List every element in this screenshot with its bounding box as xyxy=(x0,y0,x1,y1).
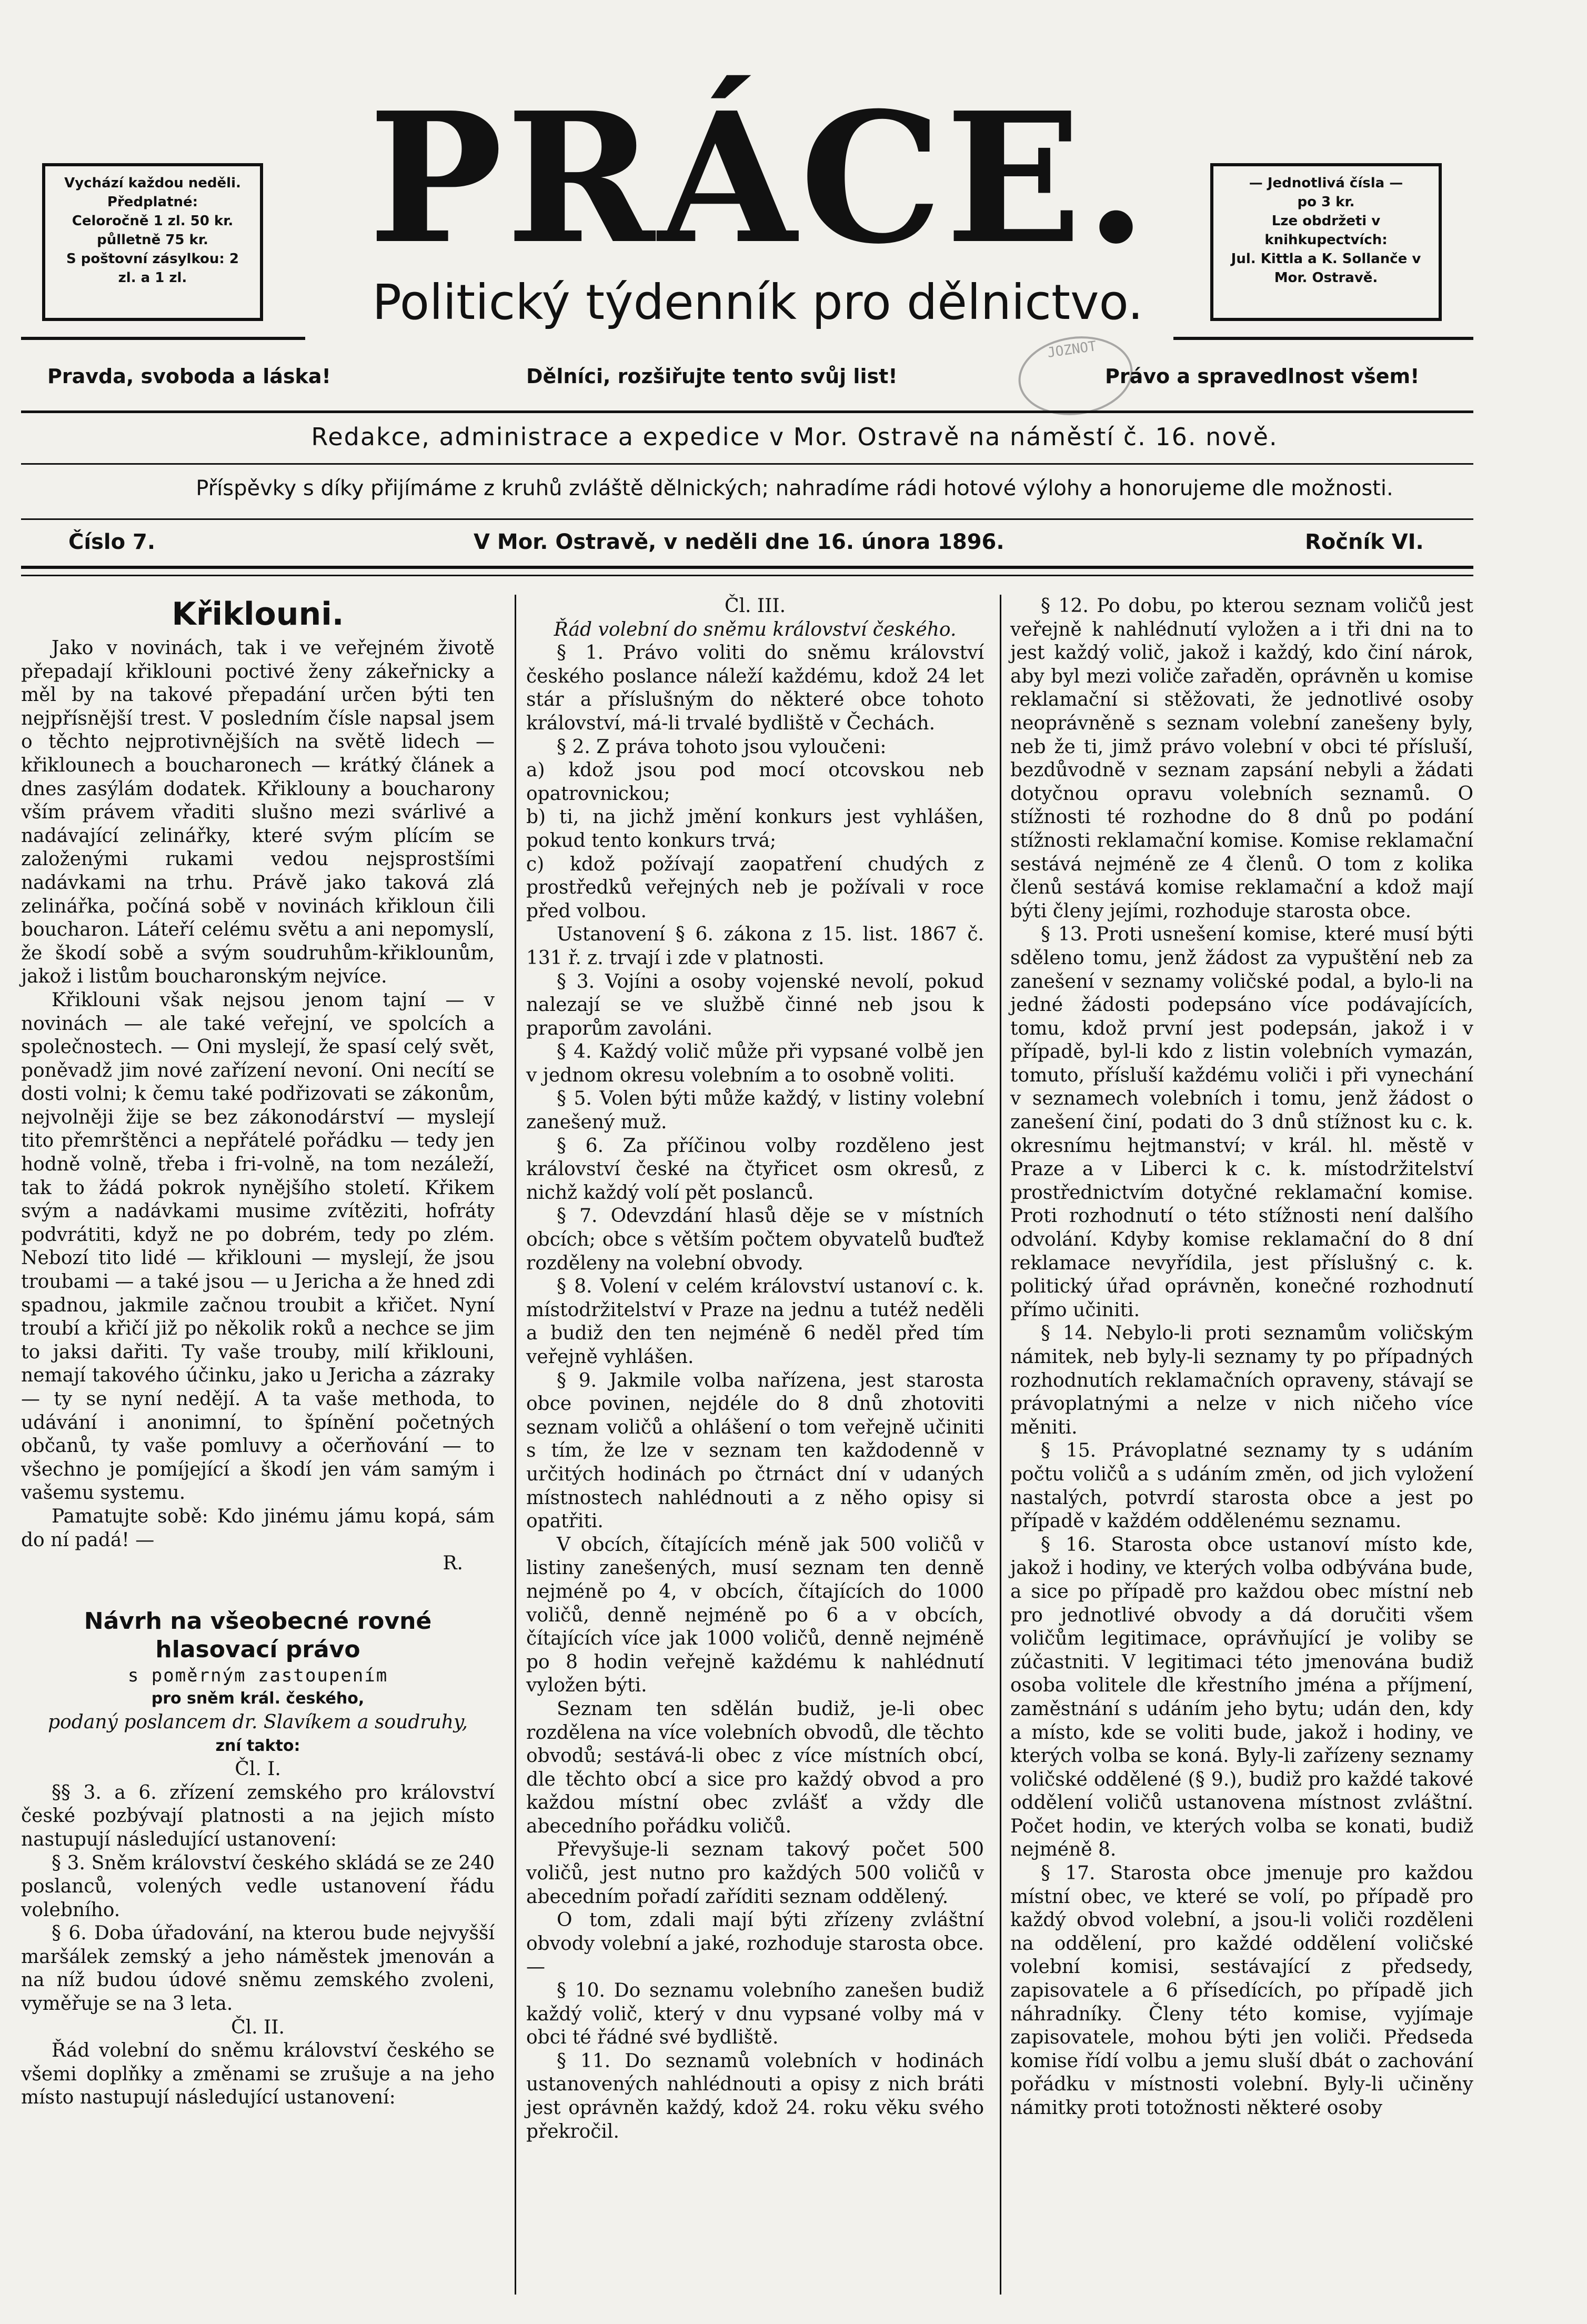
list-item: b) ti, na jichž jmění konkurs jest vyhlášen, pokud tento konkurs trvá; xyxy=(526,806,984,852)
signature: R. xyxy=(443,1552,463,1575)
chapter-heading: Čl. I. xyxy=(235,1758,281,1780)
subheading: pro sněm král. českého, xyxy=(151,1689,365,1708)
paragraph: § 3. Vojíni a osoby vojenské nevolí, pokud nalezají se ve službě činné neb jsou k praporům zavoláni. xyxy=(526,970,984,1039)
column-3 xyxy=(1010,595,1473,2120)
subscription-line: Celoročně 1 zl. 50 kr. půlletně 75 kr. xyxy=(72,213,234,248)
motto-center: Dělníci, rozšiřujte tento svůj list! xyxy=(526,365,898,388)
single-issue-line: Lze obdržeti v knihkupectvích: xyxy=(1264,213,1388,248)
subheading: zní takto: xyxy=(215,1736,300,1755)
address-line: Redakce, administrace a expedice v Mor. Ostravě na náměstí č. 16. nově. xyxy=(311,423,1278,451)
paragraph: § 2. Z práva tohoto jsou vyloučeni: xyxy=(557,736,887,758)
spacer xyxy=(21,1576,495,1607)
rule xyxy=(21,410,1473,413)
subscription-box xyxy=(42,163,263,321)
paragraph: § 6. Doba úřadování, na kterou bude nejvyšší maršálek zemský a jeho náměstek jmenován a na níž budou údové sněmu zemského zvoleni, vyměřuje se na 3 leta. xyxy=(21,1922,495,2015)
rule-double xyxy=(21,575,1473,576)
issue-date: V Mor. Ostravě, v neděli dne 16. února 1896. xyxy=(474,530,1005,554)
issue-number: Číslo 7. xyxy=(68,530,156,554)
rule xyxy=(21,463,1473,465)
column-divider xyxy=(515,595,516,2295)
paragraph: § 9. Jakmile volba nařízena, jest starosta obce povinen, nejdéle do 8 dnů zhotoviti seznam voličů a ohlášení o tom veřejně učiniti s tím, že lze v seznam ten každodenně v určitých hodinách po čtrnáct dní v udaných místnostech nahlédnouti a z něho opisy si opatřiti. xyxy=(526,1369,984,1532)
single-issue-box xyxy=(1210,163,1442,321)
contributions-line: Příspěvky s díky přijímáme z kruhů zvláště dělnických; nahradíme rádi hotové výlohy a honorujeme dle možnosti. xyxy=(196,476,1393,500)
paragraph: § 11. Do seznamů volebních v hodinách ustanovených nahlédnouti a opisy z nich bráti jest oprávněn každý, kdož 24. roku věku svého překročil. xyxy=(526,2050,984,2142)
column-divider xyxy=(1000,595,1001,2295)
article-heading: Návrh na všeobecné rovné hlasovací právo xyxy=(84,1607,432,1663)
paragraph: Řád volební do sněmu království českého se všemi doplňky a změnami se zrušuje a na jeho místo nastupují následující ustanovení: xyxy=(21,2040,495,2109)
masthead-rule-left xyxy=(21,337,305,340)
paragraph: § 12. Po dobu, po kterou seznam voličů jest veřejně k nahlédnutí vyložen a i tři dni na to jest každý volič, jakož i každý, kdo činí nárok, aby byl mezi voliče zařaděn, oprávněn u komise reklamační si stěžovati, že jednotlivé osoby neoprávněně s seznam volební zanešeny byly, neb že ti, jimž právo volební v obci té přísluší, bezdůvodně v seznam zapsání nebyli a žádati dotyčnou opravu volebních seznamů. O stížnosti té rozhodne do 8 dnů po podání stížnosti reklamační komise. Komise reklamační sestává nejméně ze 4 členů. O tom z kolika členů sestává komise reklamační a kdož mají býti členy jejími, rozhoduje starosta obce. xyxy=(1010,595,1473,922)
paragraph: Převyšuje-li seznam takový počet 500 voličů, jest nutno pro každých 500 voličů v abecedním pořadí zaříditi seznam oddělený. xyxy=(526,1839,984,1908)
paragraph: § 10. Do seznamu volebního zanešen budiž každý volič, který v dnu vypsané volby má v obci té řádné své bydliště. xyxy=(526,1980,984,2049)
paragraph: § 17. Starosta obce jmenuje pro každou místní obec, ve které se volí, po případě pro každý obvod volební, a jsou-li voliči rozděleni na oddělení, pro každé oddělení voličské volební komisi, sestávající z předsedy, zapisovatele a 6 přísedících, po případě jich náhradníky. Členy této komise, vyjímaje zapisovatele, mohou býti jen voliči. Předseda komise řídí volbu a jemu sluší dbát o zachování pořádku v místnosti volební. Byly-li učiněny námitky proti totožnosti některé osoby xyxy=(1010,1862,1473,2119)
newspaper-subtitle: Politický týdenník pro dělnictvo. xyxy=(372,274,1143,330)
masthead-rule-right xyxy=(1173,337,1473,340)
single-issue-line: — Jednotlivá čísla — xyxy=(1249,175,1403,191)
paragraph: Pamatujte sobě: Kdo jinému jámu kopá, sám do ní padá! — xyxy=(21,1505,495,1551)
paragraph: §§ 3. a 6. zřízení zemského pro království české pozbývají platnosti a na jejich místo nastupují následující ustanovení: xyxy=(21,1781,495,1850)
paragraph: § 13. Proti usnešení komise, které musí býti sděleno tomu, jenž žádost za vypuštění neb za zanešení v seznamy voličské podal, a bylo-li na jedné žádosti podepsáno více podávajících, tomu, kdož první jest podepsán, jakož i v případě, byl-li kdo z listin volebních vymazán, tomuto, přísluší každému voliči i při vynechání v seznamech volebních i tomu, jenž žádost o zanešení činí, podati do 3 dnů stížnost ku c. k. okresnímu hejtmanství; v král. hl. městě v Praze a v Liberci k c. k. místodržitelství prostřednictvím dotyčné reklamační komise. Proti rozhodnutí o této stížnosti není dalšího odvolání. Kdyby komise reklamační do 8 dní reklamace nevyřídila, jest příslušný c. k. politický úřad oprávněn, konečné rozhodnutí přímo učiniti. xyxy=(1010,924,1473,1321)
single-issue-line: Jul. Kittla a K. Sollanče v Mor. Ostravě. xyxy=(1231,251,1421,286)
chapter-heading: Čl. III. xyxy=(724,595,786,617)
subheading: s poměrným zastoupením xyxy=(127,1665,388,1686)
paragraph: § 15. Právoplatné seznamy ty s udáním počtu voličů a s udáním změn, od jich vyložení nastalých, potvrdí starosta obce a jest po případě v každém oddělenému seznamu. xyxy=(1010,1440,1473,1532)
paragraph: O tom, zdali mají býti zřízeny zvláštní obvody volební a jaké, rozhoduje starosta obce. — xyxy=(526,1909,984,1978)
single-issue-line: po 3 kr. xyxy=(1297,194,1355,210)
chapter-heading: Čl. II. xyxy=(231,2016,285,2038)
paragraph: Seznam ten sdělán budiž, je-li obec rozdělena na více volebních obvodů, dle těchto obvodů; sestává-li obec z více místních obcí, dle těchto obcí a sice pro každý obvod a pro každou místní obec zvlášť a vždy dle abecedního pořádku voličů. xyxy=(526,1698,984,1837)
paragraph: § 5. Volen býti může každý, v listiny volební zanešený muž. xyxy=(526,1088,984,1134)
column-1 xyxy=(21,595,495,2110)
stamp-text: JOZNOT xyxy=(1046,338,1098,361)
list-item: a) kdož jsou pod mocí otcovskou neb opatrovnickou; xyxy=(526,759,984,805)
chapter-subheading: Řád volební do sněmu království českého. xyxy=(554,618,957,640)
paragraph: V obcích, čítajících méně jak 500 voličů v listiny zanešených, musí seznam ten denně nejméně po 4, v obcích, čítajících do 1000 voličů, denně nejméně po 6 a v obcích, čítajících více jak 1000 voličů, denně nejméně po 8 hodin veřejně každému k nahlédnutí vyložen býti. xyxy=(526,1534,984,1697)
motto-left: Pravda, svoboda a láska! xyxy=(47,365,331,388)
paragraph: Ustanovení § 6. zákona z 15. list. 1867 č. 131 ř. z. trvají i zde v platnosti. xyxy=(526,924,984,969)
issue-volume: Ročník VI. xyxy=(1305,530,1424,554)
article-heading: Křiklouni. xyxy=(172,596,344,633)
list-item: c) kdož požívají zaopatření chudých z prostředků veřejných neb je požívali v roce před volbou. xyxy=(526,853,984,922)
paragraph: § 8. Volení v celém království ustanoví c. k. místodržitelství v Praze na jednu a tutéž neděli a budiž den ten nejméně 6 neděl před tím veřejně vyhlášen. xyxy=(526,1276,984,1368)
paragraph: § 1. Právo voliti do sněmu království českého poslance náleží každému, kdož 24 let stár a příslušným do některé obce tohoto království, má-li trvalé bydliště v Čechách. xyxy=(526,642,984,734)
paragraph: Jako v novinách, tak i ve veřejném životě přepadají křiklouni poctivé ženy zákeřnicky a měl by na takové přepadání určen býti ten nejpřísnější trest. V posledním čísle napsal jsem o těchto nejprotivnějších na světě lidech — křiklounech a boucharonech — krátký článek a dnes zasýlám dodatek. Křiklouny a boucharony vším právem vřaditi slušno mezi svárlivé a nadávající zelinářky, které svým plícím se založenými rukami vedou nejsprostšími nadávkami na trhu. Právě jako taková zlá zelinářka, počíná sobě v novinách křikloun čili boucharon. Láteří celému světu a ani nepomyslí, že škodí sobě a svým soudruhům-křiklounům, jakož i listům boucharonským nejvíce. xyxy=(21,637,495,988)
paragraph: § 14. Nebylo-li proti seznamům voličským námitek, neb byly-li seznamy ty po případných rozhodnutích reklamačních opraveny, stávají se právoplatnými a nelze v nich ničeho více měniti. xyxy=(1010,1323,1473,1438)
column-2 xyxy=(526,595,984,2143)
subscription-line: S poštovní zásylkou: 2 zl. a 1 zl. xyxy=(66,251,239,286)
rule-double xyxy=(21,566,1473,569)
subscription-line: Předplatné: xyxy=(107,194,198,210)
paragraph: § 7. Odevzdání hlasů děje se v místních obcích; obce s větším počtem obyvatelů buďtež rozděleny na volební obvody. xyxy=(526,1205,984,1274)
subheading: podaný poslancem dr. Slavíkem a soudruhy, xyxy=(48,1711,468,1733)
newspaper-title: PRÁCE. xyxy=(368,74,1151,284)
paragraph: § 6. Za příčinou volby rozděleno jest království české na čtyřicet osm okresů, z nichž každý volí pět poslanců. xyxy=(526,1135,984,1204)
subscription-line: Vychází každou neděli. xyxy=(64,175,241,191)
paragraph: § 4. Každý volič může při vypsané volbě jen v jednom okresu volebním a to osobně voliti. xyxy=(526,1041,984,1086)
rule xyxy=(21,518,1473,520)
motto-right: Právo a spravedlnost všem! xyxy=(1105,365,1420,388)
paragraph: Křiklouni však nejsou jenom tajní — v novinách — ale také veřejní, ve spolcích a společnostech. — Oni myslejí, že spasí celý svět, poněvadž jim nové zařízení nevoní. Oni necítí se dosti volni; k čemu také podřizovati se zákonům, nejvolněji žije se bez zákonodárství — myslejí tito přemrštěnci a nepřátelé pořádku — tedy jen hodně volně, třeba i fri-volně, na tom nezáleží, tak to žádá pokrok nynějšího století. Křikem svým a nadávkami musime zvítěziti, hofráty podvrátiti, když ne po dobrém, tedy po zlém. Nebozí tito lidé — křiklouni — myslejí, že jsou troubami — a také jsou — u Jericha a že hned zdi spadnou, jakmile začnou troubit a křičet. Nyní troubí a křičí již po několik roků a nechce se jim to jaksi dařiti. Ty vaše trouby, milí křiklouni, nemají takového účinku, jako u Jericha a zázraky — ty se nyní nedějí. A ta vaše methoda, to udávání i anonimní, to špínění početných občanů, ty vaše pomluvy a očerňování — to všechno je pomíjející a škodí jen vám samým i vašemu systemu. xyxy=(21,989,495,1504)
paragraph: § 16. Starosta obce ustanoví místo kde, jakož i hodiny, ve kterých volba odbývána bude, a sice po případě pro každou obec místní neb pro jednotlivé obvody a dá doručiti všem voličům legitimace, oprávňující je voliby se zúčastniti. V legitimaci této jmenována budiž osoba volitele dle křestního jména a příjmení, zaměstnání s udáním jeho bytu; udán den, kdy a místo, kde se voliti bude, jakož i hodiny, ve kterých volba se koná. Byly-li zařízeny seznamy voličské oddělené (§ 9.), budiž pro každé takové oddělení voličů ustanovena místnost zvláštní. Počet hodin, ve kterých volba se konati, budiž nejméně 8. xyxy=(1010,1534,1473,1861)
paragraph: § 3. Sněm království českého skládá se ze 240 poslanců, volených vedle ustanovení řádu volebního. xyxy=(21,1852,495,1921)
